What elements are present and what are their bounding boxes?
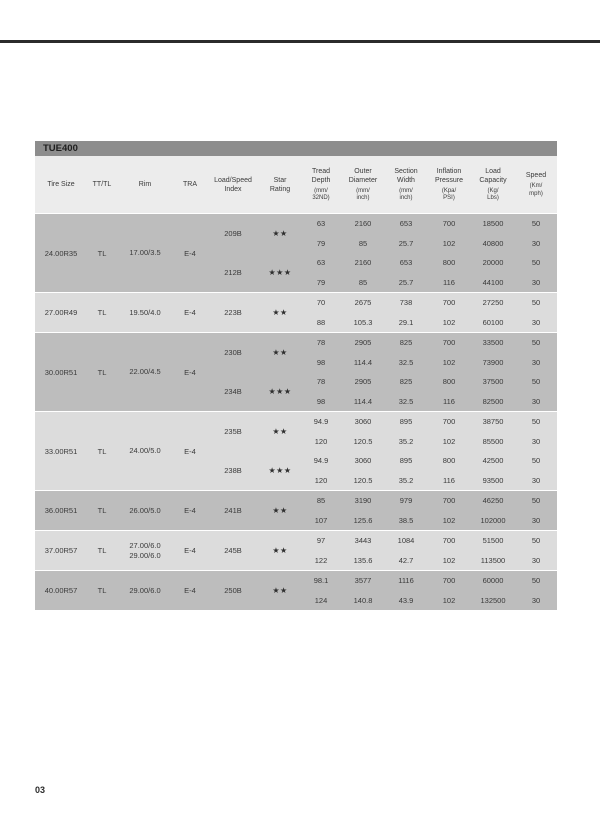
section-width-cell: 895 bbox=[385, 412, 427, 432]
table-row bbox=[35, 531, 557, 551]
col-load-capacity: Load Capacity (Kg/ Lbs) bbox=[471, 156, 515, 213]
outer-diameter-cell: 120.5 bbox=[341, 432, 385, 452]
outer-diameter-cell: 3443 bbox=[341, 531, 385, 551]
speed-cell: 50 bbox=[515, 214, 557, 234]
tire-size-cell: 33.00R51 bbox=[35, 412, 87, 491]
tra-cell: E-4 bbox=[173, 412, 207, 491]
speed-cell: 30 bbox=[515, 353, 557, 373]
tire-size-group bbox=[35, 531, 557, 571]
rim-cell bbox=[117, 571, 173, 611]
load-capacity-cell: 18500 bbox=[471, 214, 515, 234]
table-title: TUE400 bbox=[35, 141, 557, 156]
tra-cell: E-4 bbox=[173, 531, 207, 571]
inflation-pressure-cell: 700 bbox=[427, 333, 471, 353]
speed-cell: 50 bbox=[515, 491, 557, 511]
tire-size-cell: 27.00R49 bbox=[35, 293, 87, 333]
star-rating-cell: ★★ bbox=[259, 531, 301, 571]
tread-depth-cell: 120 bbox=[301, 432, 341, 452]
inflation-pressure-cell: 700 bbox=[427, 531, 471, 551]
inflation-pressure-cell: 800 bbox=[427, 372, 471, 392]
star-rating-cell: ★★ bbox=[259, 491, 301, 531]
outer-diameter-cell: 125.6 bbox=[341, 511, 385, 531]
speed-cell: 30 bbox=[515, 551, 557, 571]
rim-value: 19.50/4.0 bbox=[129, 307, 161, 317]
rim-value: 17.00/3.5 bbox=[129, 248, 161, 257]
tread-depth-cell: 85 bbox=[301, 491, 341, 511]
outer-diameter-cell: 3060 bbox=[341, 412, 385, 432]
tire-size-group bbox=[35, 293, 557, 333]
speed-cell: 30 bbox=[515, 591, 557, 611]
header-row bbox=[35, 156, 557, 213]
section-width-cell: 32.5 bbox=[385, 392, 427, 412]
tire-size-cell: 30.00R51 bbox=[35, 333, 87, 412]
load-capacity-cell: 40800 bbox=[471, 234, 515, 254]
col-section-width: Section Width (mm/ inch) bbox=[385, 156, 427, 213]
outer-diameter-cell: 140.8 bbox=[341, 591, 385, 611]
tire-size-cell: 36.00R51 bbox=[35, 491, 87, 531]
section-width-cell: 29.1 bbox=[385, 313, 427, 333]
outer-diameter-cell: 2905 bbox=[341, 372, 385, 392]
load-capacity-cell: 132500 bbox=[471, 591, 515, 611]
inflation-pressure-cell: 800 bbox=[427, 253, 471, 273]
star-rating-cell: ★★ bbox=[259, 571, 301, 611]
speed-cell: 50 bbox=[515, 412, 557, 432]
tire-size-group bbox=[35, 491, 557, 531]
outer-diameter-cell: 105.3 bbox=[341, 313, 385, 333]
rim-value: 27.00/6.0 bbox=[129, 540, 161, 550]
tread-depth-cell: 98 bbox=[301, 353, 341, 373]
outer-diameter-cell: 135.6 bbox=[341, 551, 385, 571]
tra-cell: E-4 bbox=[173, 214, 207, 293]
star-rating-cell: ★★ bbox=[259, 293, 301, 333]
table-row bbox=[35, 293, 557, 313]
inflation-pressure-cell: 116 bbox=[427, 471, 471, 491]
section-width-cell: 1084 bbox=[385, 531, 427, 551]
col-outer-diameter: Outer Diameter (mm/ inch) bbox=[341, 156, 385, 213]
outer-diameter-cell: 2905 bbox=[341, 333, 385, 353]
col-tra: TRA bbox=[173, 156, 207, 213]
inflation-pressure-cell: 700 bbox=[427, 412, 471, 432]
section-width-cell: 1116 bbox=[385, 571, 427, 591]
section-width-cell: 895 bbox=[385, 451, 427, 471]
spec-table-body bbox=[35, 213, 557, 610]
table-row bbox=[35, 333, 557, 353]
load-capacity-cell: 73900 bbox=[471, 353, 515, 373]
speed-cell: 30 bbox=[515, 234, 557, 254]
outer-diameter-cell: 114.4 bbox=[341, 353, 385, 373]
tread-depth-cell: 120 bbox=[301, 471, 341, 491]
rim-cell bbox=[117, 412, 173, 491]
load-speed-index-cell: 238B bbox=[207, 451, 259, 491]
load-capacity-cell: 51500 bbox=[471, 531, 515, 551]
load-capacity-cell: 60000 bbox=[471, 571, 515, 591]
page-number: 03 bbox=[35, 785, 46, 795]
load-speed-index-cell: 209B bbox=[207, 214, 259, 254]
tread-depth-cell: 107 bbox=[301, 511, 341, 531]
section-width-cell: 653 bbox=[385, 253, 427, 273]
top-rule bbox=[0, 40, 600, 43]
rim-value: 24.00/5.0 bbox=[129, 446, 161, 455]
tra-cell: E-4 bbox=[173, 333, 207, 412]
speed-cell: 30 bbox=[515, 432, 557, 452]
speed-cell: 30 bbox=[515, 313, 557, 333]
load-speed-index-cell: 230B bbox=[207, 333, 259, 373]
tread-depth-cell: 98 bbox=[301, 392, 341, 412]
load-capacity-cell: 27250 bbox=[471, 293, 515, 313]
inflation-pressure-cell: 700 bbox=[427, 571, 471, 591]
tttl-cell: TL bbox=[87, 412, 117, 491]
section-width-cell: 35.2 bbox=[385, 471, 427, 491]
tread-depth-cell: 78 bbox=[301, 333, 341, 353]
tread-depth-cell: 94.9 bbox=[301, 451, 341, 471]
tread-depth-cell: 78 bbox=[301, 372, 341, 392]
outer-diameter-cell: 85 bbox=[341, 273, 385, 293]
table-row bbox=[35, 571, 557, 591]
tra-cell: E-4 bbox=[173, 571, 207, 611]
tread-depth-cell: 94.9 bbox=[301, 412, 341, 432]
tttl-cell: TL bbox=[87, 293, 117, 333]
tire-size-group bbox=[35, 571, 557, 611]
load-capacity-cell: 46250 bbox=[471, 491, 515, 511]
speed-cell: 50 bbox=[515, 451, 557, 471]
star-rating-cell: ★★★ bbox=[259, 451, 301, 491]
table-row bbox=[35, 412, 557, 432]
section-width-cell: 25.7 bbox=[385, 234, 427, 254]
load-speed-index-cell: 235B bbox=[207, 412, 259, 452]
tread-depth-cell: 122 bbox=[301, 551, 341, 571]
rim-cell bbox=[117, 214, 173, 293]
outer-diameter-cell: 3577 bbox=[341, 571, 385, 591]
tttl-cell: TL bbox=[87, 214, 117, 293]
load-speed-index-cell: 245B bbox=[207, 531, 259, 571]
tread-depth-cell: 79 bbox=[301, 273, 341, 293]
section-width-cell: 25.7 bbox=[385, 273, 427, 293]
inflation-pressure-cell: 700 bbox=[427, 491, 471, 511]
tttl-cell: TL bbox=[87, 491, 117, 531]
load-speed-index-cell: 234B bbox=[207, 372, 259, 412]
tire-size-cell: 37.00R57 bbox=[35, 531, 87, 571]
inflation-pressure-cell: 700 bbox=[427, 214, 471, 234]
rim-value: 29.00/6.0 bbox=[129, 585, 161, 595]
inflation-pressure-cell: 800 bbox=[427, 451, 471, 471]
star-rating-cell: ★★ bbox=[259, 214, 301, 254]
outer-diameter-cell: 85 bbox=[341, 234, 385, 254]
tread-depth-cell: 98.1 bbox=[301, 571, 341, 591]
outer-diameter-cell: 2160 bbox=[341, 214, 385, 234]
spec-table bbox=[35, 156, 557, 213]
speed-cell: 50 bbox=[515, 531, 557, 551]
rim-cell bbox=[117, 491, 173, 531]
section-width-cell: 653 bbox=[385, 214, 427, 234]
tread-depth-cell: 79 bbox=[301, 234, 341, 254]
section-width-cell: 825 bbox=[385, 333, 427, 353]
tra-cell: E-4 bbox=[173, 293, 207, 333]
inflation-pressure-cell: 102 bbox=[427, 313, 471, 333]
tread-depth-cell: 63 bbox=[301, 214, 341, 234]
star-rating-cell: ★★★ bbox=[259, 253, 301, 293]
speed-cell: 30 bbox=[515, 273, 557, 293]
col-load-speed-index: Load/Speed Index bbox=[207, 156, 259, 213]
section-width-cell: 38.5 bbox=[385, 511, 427, 531]
inflation-pressure-cell: 102 bbox=[427, 551, 471, 571]
section-width-cell: 979 bbox=[385, 491, 427, 511]
tttl-cell: TL bbox=[87, 531, 117, 571]
tread-depth-cell: 124 bbox=[301, 591, 341, 611]
inflation-pressure-cell: 116 bbox=[427, 392, 471, 412]
tra-cell: E-4 bbox=[173, 491, 207, 531]
load-capacity-cell: 60100 bbox=[471, 313, 515, 333]
load-capacity-cell: 93500 bbox=[471, 471, 515, 491]
inflation-pressure-cell: 102 bbox=[427, 591, 471, 611]
load-capacity-cell: 85500 bbox=[471, 432, 515, 452]
load-speed-index-cell: 212B bbox=[207, 253, 259, 293]
table-header bbox=[35, 156, 557, 213]
table-row bbox=[35, 214, 557, 234]
rim-value: 26.00/5.0 bbox=[129, 505, 161, 515]
section-width-cell: 738 bbox=[385, 293, 427, 313]
tread-depth-cell: 97 bbox=[301, 531, 341, 551]
star-rating-cell: ★★ bbox=[259, 412, 301, 452]
outer-diameter-cell: 114.4 bbox=[341, 392, 385, 412]
speed-cell: 30 bbox=[515, 511, 557, 531]
col-inflation-pressure: Inflation Pressure (Kpa/ PSI) bbox=[427, 156, 471, 213]
rim-value: 29.00/6.0 bbox=[129, 550, 161, 560]
inflation-pressure-cell: 102 bbox=[427, 234, 471, 254]
col-rim: Rim bbox=[117, 156, 173, 213]
col-tire-size: Tire Size bbox=[35, 156, 87, 213]
rim-cell bbox=[117, 333, 173, 412]
star-rating-cell: ★★ bbox=[259, 333, 301, 373]
inflation-pressure-cell: 116 bbox=[427, 273, 471, 293]
load-speed-index-cell: 241B bbox=[207, 491, 259, 531]
tire-size-cell: 24.00R35 bbox=[35, 214, 87, 293]
load-capacity-cell: 102000 bbox=[471, 511, 515, 531]
inflation-pressure-cell: 700 bbox=[427, 293, 471, 313]
section-width-cell: 825 bbox=[385, 372, 427, 392]
speed-cell: 30 bbox=[515, 471, 557, 491]
col-tttl: TT/TL bbox=[87, 156, 117, 213]
speed-cell: 30 bbox=[515, 392, 557, 412]
tire-size-group bbox=[35, 333, 557, 412]
speed-cell: 50 bbox=[515, 372, 557, 392]
section-width-cell: 32.5 bbox=[385, 353, 427, 373]
speed-cell: 50 bbox=[515, 293, 557, 313]
col-tread-depth: Tread Depth (mm/ 32ND) bbox=[301, 156, 341, 213]
tire-size-group bbox=[35, 412, 557, 491]
load-capacity-cell: 20000 bbox=[471, 253, 515, 273]
rim-cell bbox=[117, 531, 173, 571]
tttl-cell: TL bbox=[87, 333, 117, 412]
rim-cell bbox=[117, 293, 173, 333]
tttl-cell: TL bbox=[87, 571, 117, 611]
tire-size-cell: 40.00R57 bbox=[35, 571, 87, 611]
section-width-cell: 35.2 bbox=[385, 432, 427, 452]
load-capacity-cell: 82500 bbox=[471, 392, 515, 412]
load-capacity-cell: 38750 bbox=[471, 412, 515, 432]
speed-cell: 50 bbox=[515, 253, 557, 273]
inflation-pressure-cell: 102 bbox=[427, 353, 471, 373]
tread-depth-cell: 70 bbox=[301, 293, 341, 313]
speed-cell: 50 bbox=[515, 333, 557, 353]
inflation-pressure-cell: 102 bbox=[427, 432, 471, 452]
section-width-cell: 43.9 bbox=[385, 591, 427, 611]
spec-table-container bbox=[35, 141, 557, 610]
table-row bbox=[35, 491, 557, 511]
tread-depth-cell: 88 bbox=[301, 313, 341, 333]
outer-diameter-cell: 2675 bbox=[341, 293, 385, 313]
load-capacity-cell: 42500 bbox=[471, 451, 515, 471]
load-speed-index-cell: 223B bbox=[207, 293, 259, 333]
col-star-rating: Star Rating bbox=[259, 156, 301, 213]
load-capacity-cell: 33500 bbox=[471, 333, 515, 353]
col-speed: Speed (Km/ mph) bbox=[515, 156, 557, 213]
rim-value: 22.00/4.5 bbox=[129, 367, 161, 376]
tire-size-group bbox=[35, 214, 557, 293]
load-capacity-cell: 37500 bbox=[471, 372, 515, 392]
outer-diameter-cell: 120.5 bbox=[341, 471, 385, 491]
outer-diameter-cell: 3060 bbox=[341, 451, 385, 471]
outer-diameter-cell: 3190 bbox=[341, 491, 385, 511]
outer-diameter-cell: 2160 bbox=[341, 253, 385, 273]
inflation-pressure-cell: 102 bbox=[427, 511, 471, 531]
section-width-cell: 42.7 bbox=[385, 551, 427, 571]
star-rating-cell: ★★★ bbox=[259, 372, 301, 412]
load-capacity-cell: 113500 bbox=[471, 551, 515, 571]
load-speed-index-cell: 250B bbox=[207, 571, 259, 611]
speed-cell: 50 bbox=[515, 571, 557, 591]
load-capacity-cell: 44100 bbox=[471, 273, 515, 293]
tread-depth-cell: 63 bbox=[301, 253, 341, 273]
